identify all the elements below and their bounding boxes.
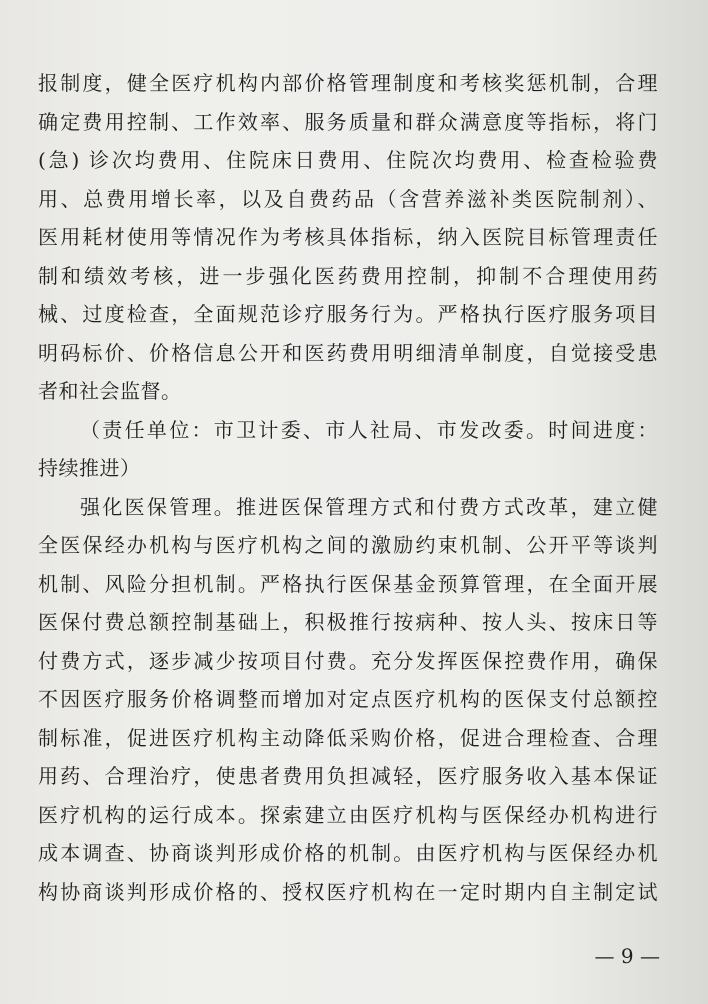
text-line: 者和社会监督。: [38, 379, 182, 403]
text-line: 全医保经办机构与医疗机构之间的激励约束机制、公开平等谈判: [38, 533, 658, 557]
text-line: 用药、合理治疗，使患者费用负担减轻，医疗服务收入基本保证: [38, 764, 658, 788]
text-line: 医用耗材使用等情况作为考核具体指标，纳入医院目标管理责任: [38, 225, 658, 249]
text-line: 制和绩效考核，进一步强化医药费用控制，抑制不合理使用药: [38, 263, 658, 288]
text-line: 强化医保管理。推进医保管理方式和付费方式改革，建立健: [80, 494, 658, 519]
text-line: 确定费用控制、工作效率、服务质量和群众满意度等指标，将门: [38, 109, 658, 134]
text-line: 构协商谈判形成价格的、授权医疗机构在一定时期内自主制定试: [38, 879, 658, 904]
text-line: 用、总费用增长率，以及自费药品（含营养滋补类医院制剂）、: [38, 186, 658, 211]
text-line: 付费方式，逐步减少按项目付费。充分发挥医保控费作用，确保: [38, 648, 658, 673]
text-line: 成本调查、协商谈判形成价格的机制。由医疗机构与医保经办机: [38, 841, 658, 865]
text-line: (急) 诊次均费用、住院床日费用、住院次均费用、检查检验费: [38, 148, 658, 172]
text-line: （责任单位：市卫计委、市人社局、市发改委。时间进度：: [80, 417, 658, 442]
text-line: 报制度，健全医疗机构内部价格管理制度和考核奖惩机制，合理: [38, 71, 658, 95]
body-text: [38, 64, 658, 911]
text-line: 持续推进）: [38, 456, 141, 480]
text-line: 械、过度检查，全面规范诊疗服务行为。严格执行医疗服务项目: [38, 302, 658, 326]
text-line: 不因医疗服务价格调整而增加对定点医疗机构的医保支付总额控: [38, 687, 658, 711]
text-line: 明码标价、价格信息公开和医药费用明细清单制度，自觉接受患: [38, 340, 658, 365]
text-line: 机制、风险分担机制。严格执行医保基金预算管理，在全面开展: [38, 571, 658, 596]
text-line: 医保付费总额控制基础上，积极推行按病种、按人头、按床日等: [38, 610, 658, 634]
page-number: — 9 —: [594, 944, 660, 968]
text-line: 医疗机构的运行成本。探索建立由医疗机构与医保经办机构进行: [38, 802, 658, 827]
text-line: 制标准，促进医疗机构主动降低采购价格，促进合理检查、合理: [38, 725, 658, 750]
